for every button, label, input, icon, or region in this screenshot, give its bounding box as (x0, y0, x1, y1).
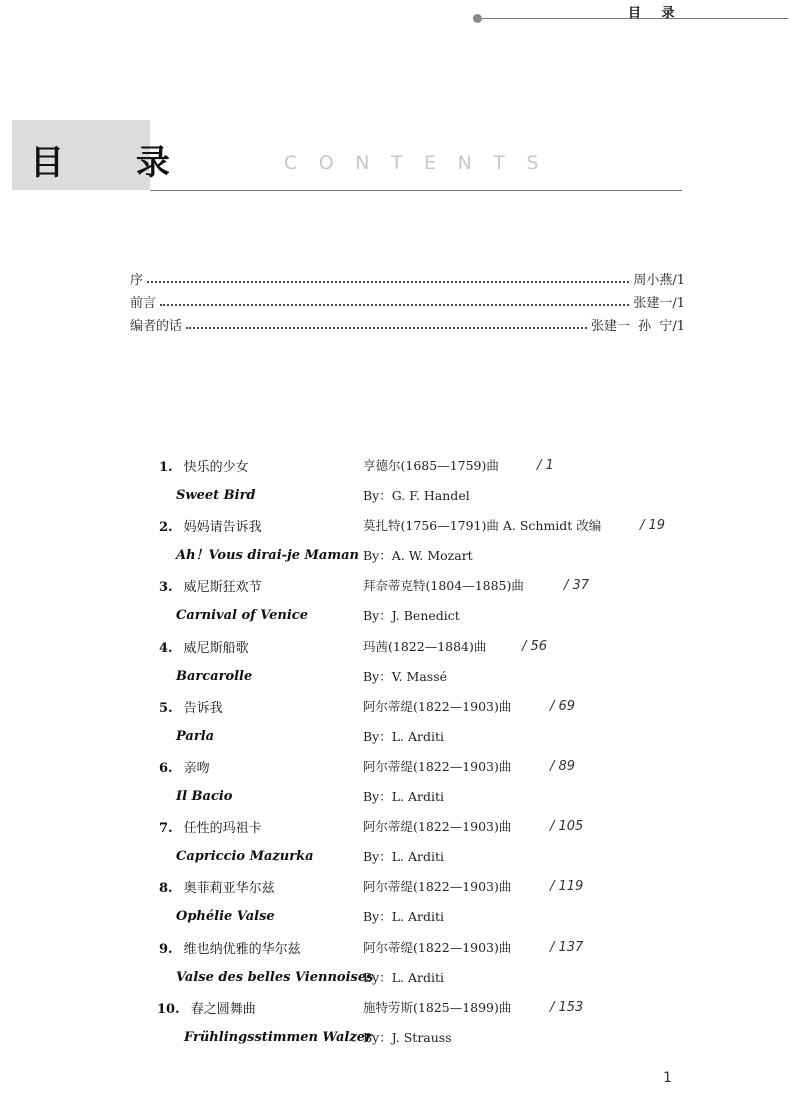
header-dot (473, 14, 482, 23)
front-matter-author: 张建一/1 (633, 296, 685, 311)
entry-title-row[interactable] (157, 998, 256, 1018)
entry-number: 5. (159, 700, 173, 716)
entry-title-cn: 奥菲莉亚华尔兹 (183, 881, 275, 897)
entry-composer: 拜奈蒂克特(1804—1885)曲 (363, 578, 524, 594)
entry-title-cn: 亲吻 (183, 761, 210, 776)
entry-title-en: Ophélie Valse (176, 909, 275, 925)
entry-title-cn: 任性的玛祖卡 (183, 821, 262, 837)
entry-title-cn: 威尼斯船歌 (183, 640, 249, 656)
entry-page[interactable]: / 137 (550, 939, 584, 955)
entry-title-cn: 威尼斯狂欢节 (183, 580, 262, 596)
entry-composer: 阿尔蒂缇(1822—1903)曲 (363, 759, 512, 774)
entry-title-en: Valse des belles Viennoises (176, 969, 374, 985)
entry-number: 9. (159, 941, 173, 957)
entry-title-cn: 快乐的少女 (183, 460, 249, 475)
entry-title-row[interactable] (159, 456, 249, 476)
entry-by: By：L. Arditi (363, 728, 445, 744)
entry-by: By：L. Arditi (363, 969, 445, 985)
entry-page[interactable]: / 119 (550, 879, 584, 895)
front-matter-author: 张建一 孙 宁/1 (590, 319, 685, 334)
entry-title-en: Parla (176, 728, 215, 744)
entry-composer: 阿尔蒂缇(1822—1903)曲 (363, 698, 512, 714)
page-number: 1 (663, 1070, 672, 1086)
front-matter-label: 序 (130, 273, 144, 288)
entry-title-row[interactable] (159, 817, 262, 837)
entry-page[interactable]: / 37 (564, 578, 590, 594)
entry-title-en: Il Bacio (176, 789, 233, 804)
entry-title-en: Frühlingsstimmen Walzer (184, 1029, 372, 1045)
entry-title-row[interactable] (159, 516, 262, 536)
front-matter-preface[interactable] (130, 266, 685, 288)
entry-number: 3. (159, 580, 173, 596)
entry-number: 6. (159, 761, 173, 776)
front-matter-author: 周小燕/1 (633, 273, 685, 288)
entry-by: By：L. Arditi (363, 849, 445, 865)
entry-title-row[interactable] (159, 697, 223, 717)
page-title-english: CONTENTS (284, 152, 560, 174)
page-title: 目 录 (30, 143, 200, 183)
entry-by: By：G. F. Handel (363, 488, 470, 503)
entry-title-row[interactable] (159, 576, 262, 596)
entry-title-row[interactable] (159, 757, 210, 777)
leader-dots (147, 281, 629, 283)
front-matter-editors-note[interactable] (130, 312, 685, 334)
entry-title-en: Carnival of Venice (176, 608, 308, 624)
entry-by: By：J. Strauss (363, 1029, 452, 1045)
entry-page[interactable]: / 89 (550, 759, 576, 774)
entry-composer: 亨德尔(1685—1759)曲 (363, 458, 499, 473)
entry-number: 7. (159, 821, 173, 837)
entry-page[interactable]: / 56 (522, 638, 548, 654)
entry-number: 10. (157, 1001, 180, 1017)
entry-title-en: Capriccio Mazurka (176, 849, 314, 865)
running-header: 目 录 (628, 6, 683, 21)
front-matter-foreword[interactable] (130, 289, 685, 311)
entry-title-cn: 春之圆舞曲 (190, 1001, 256, 1017)
entry-title-row[interactable] (159, 877, 275, 897)
entry-number: 4. (159, 640, 173, 656)
entry-composer: 玛茜(1822—1884)曲 (363, 638, 487, 654)
entry-page[interactable]: / 153 (550, 999, 584, 1015)
leader-dots (186, 327, 587, 329)
entry-by: By：L. Arditi (363, 789, 445, 804)
entry-number: 1. (159, 460, 173, 475)
entry-by: By：A. W. Mozart (363, 548, 473, 564)
entry-page[interactable]: / 1 (537, 458, 554, 473)
entry-number: 8. (159, 881, 173, 897)
entry-title-cn: 告诉我 (183, 700, 223, 716)
entry-title-en: Barcarolle (176, 668, 253, 684)
entry-title-en: Ah！Vous dirai-je Maman (176, 548, 359, 564)
entry-composer: 莫扎特(1756—1791)曲 A. Schmidt 改编 (363, 518, 602, 534)
front-matter-label: 前言 (130, 296, 157, 311)
entry-title-en: Sweet Bird (176, 488, 256, 503)
entry-composer: 阿尔蒂缇(1822—1903)曲 (363, 939, 512, 955)
entry-composer: 阿尔蒂缇(1822—1903)曲 (363, 819, 512, 835)
entry-by: By：V. Massé (363, 668, 448, 684)
entry-title-cn: 妈妈请告诉我 (183, 520, 262, 536)
title-rule (150, 190, 682, 191)
entry-page[interactable]: / 69 (550, 698, 576, 714)
entry-by: By：L. Arditi (363, 909, 445, 925)
entry-page[interactable]: / 19 (640, 518, 666, 534)
leader-dots (160, 304, 629, 306)
entry-page[interactable]: / 105 (550, 819, 584, 835)
entry-composer: 施特劳斯(1825—1899)曲 (363, 999, 512, 1015)
entry-title-row[interactable] (159, 637, 249, 657)
entry-composer: 阿尔蒂缇(1822—1903)曲 (363, 879, 512, 895)
front-matter-label: 编者的话 (130, 319, 183, 334)
entry-title-cn: 维也纳优雅的华尔兹 (183, 941, 301, 957)
entry-number: 2. (159, 520, 173, 536)
entry-title-row[interactable] (159, 938, 301, 958)
entry-by: By：J. Benedict (363, 608, 460, 624)
